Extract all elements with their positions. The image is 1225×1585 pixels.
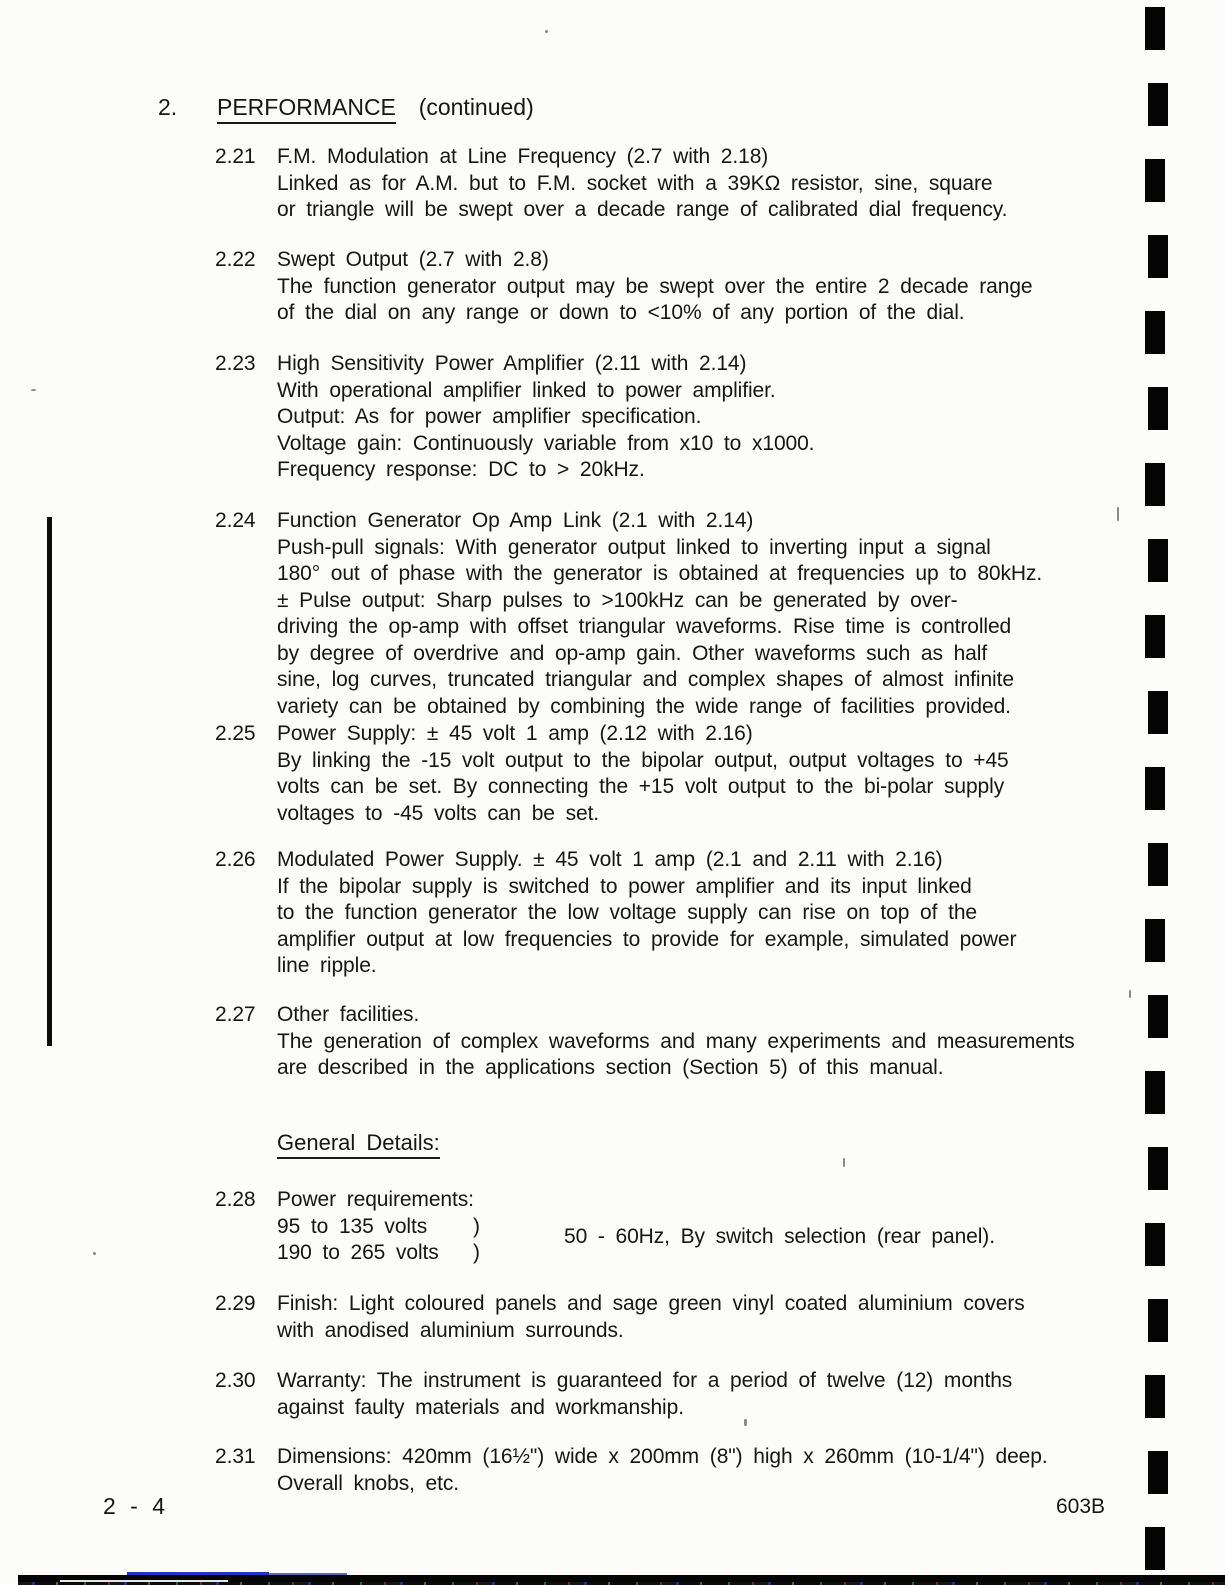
body-line: The generation of complex waveforms and many experiments and measurements (277, 1029, 1075, 1053)
binding-mark (1148, 843, 1168, 886)
body-line: of the dial on any range or down to <10% of any portion of the dial. (277, 301, 965, 324)
body-line: Output: As for power amplifier specification. (277, 405, 702, 428)
section-heading: Function Generator Op Amp Link (2.1 with 2.14) (277, 509, 754, 532)
section-text (277, 1444, 1048, 1497)
body-line: Overall knobs, etc. (277, 1471, 460, 1495)
body-line: sine, log curves, truncated triangular and complex shapes of almost infinite (277, 668, 1014, 691)
binding-mark (1148, 1451, 1168, 1494)
binding-mark (1145, 7, 1165, 50)
page-number: 2 - 4 (103, 1493, 167, 1519)
section-heading: Warranty: The instrument is guaranteed for a period of twelve (12) months (277, 1369, 1013, 1392)
body-line: Frequency response: DC to > 20kHz. (277, 458, 645, 481)
scan-speck (31, 389, 36, 391)
body-line: By linking the -15 volt output to the bipolar output, output voltages to +45 (277, 748, 1009, 772)
binding-mark (1145, 767, 1165, 810)
scan-left-rule (47, 517, 52, 1046)
section-number: 2.29 (215, 1292, 256, 1315)
heading-suffix (407, 94, 418, 120)
section-text (277, 144, 1007, 224)
body-line: amplifier output at low frequencies to provide for example, simulated power (277, 927, 1017, 951)
body-line: voltages to -45 volts can be set. (277, 801, 600, 825)
body-line: driving the op-amp with offset triangular waveforms. Rise time is controlled (277, 615, 1012, 638)
heading-continued: (continued) (418, 94, 534, 120)
section-2-31 (215, 1444, 1048, 1497)
section-heading: High Sensitivity Power Amplifier (2.11 with 2.14) (277, 352, 747, 375)
binding-mark (1148, 83, 1168, 126)
section-text (277, 508, 1042, 720)
body-line: Push-pull signals: With generator output linked to inverting input a signal (277, 535, 991, 559)
section-number: 2.23 (215, 352, 256, 375)
section-number: 2.21 (215, 145, 256, 168)
body-line: with anodised aluminium surrounds. (277, 1318, 624, 1342)
section-number: 2.22 (215, 248, 256, 271)
heading-number: 2. (158, 94, 178, 120)
section-2-21 (215, 144, 1007, 224)
section-heading: Other facilities. (277, 1003, 420, 1026)
section-number: 2.31 (215, 1445, 256, 1468)
section-2-22 (215, 247, 1032, 327)
bracket-paren: ) (473, 1214, 480, 1238)
binding-mark (1148, 387, 1168, 430)
body-line: to the function generator the low voltage supply can rise on top of the (277, 901, 977, 924)
scan-blue-line-ext (269, 1573, 347, 1575)
scan-speck (1129, 990, 1131, 998)
scan-blue-line (127, 1572, 269, 1575)
binding-mark (1145, 1527, 1165, 1570)
binding-mark (1148, 1299, 1168, 1342)
body-line: Linked as for A.M. but to F.M. socket with a 39KΩ resistor, sine, square (277, 171, 993, 195)
body-line: 180° out of phase with the generator is obtained at frequencies up to 80kHz. (277, 562, 1043, 585)
section-text (277, 1187, 995, 1267)
scan-speck (744, 1419, 747, 1426)
section-heading: Modulated Power Supply. ± 45 volt 1 amp (2.1 and 2.11 with 2.16) (277, 848, 943, 871)
section-text (277, 721, 1009, 827)
voltage-option-row (277, 1214, 480, 1241)
document-reference: 603B (1056, 1495, 1106, 1518)
body-line: variety can be obtained by combining the wide range of facilities provided. (277, 694, 1011, 718)
section-number: 2.30 (215, 1369, 256, 1392)
section-2-30 (215, 1368, 1012, 1421)
body-line: are described in the applications section (Section 5) of this manual. (277, 1056, 944, 1079)
body-line: The function generator output may be swept over the entire 2 decade range (277, 274, 1033, 298)
body-line: Voltage gain: Continuously variable from x10 to x1000. (277, 431, 815, 455)
body-line: If the bipolar supply is switched to power amplifier and its input linked (277, 874, 972, 898)
section-2-26 (215, 847, 1016, 980)
scan-speck (1117, 507, 1119, 521)
body-line: volts can be set. By connecting the +15 volt output to the bi-polar supply (277, 775, 1005, 798)
binding-mark (1145, 919, 1165, 962)
section-text (277, 351, 814, 484)
section-number: 2.26 (215, 848, 256, 871)
binding-mark (1145, 1223, 1165, 1266)
body-line: or triangle will be swept over a decade range of calibrated dial frequency. (277, 198, 1008, 221)
section-2-28 (215, 1187, 995, 1267)
section-text (277, 1002, 1075, 1082)
binding-mark (1148, 1147, 1168, 1190)
section-number: 2.28 (215, 1188, 256, 1211)
binding-mark (1145, 159, 1165, 202)
scan-speck (545, 30, 548, 33)
voltage-range: 95 to 135 volts (277, 1214, 428, 1238)
general-details-heading (277, 1130, 440, 1156)
binding-mark (1145, 1071, 1165, 1114)
section-number: 2.25 (215, 722, 256, 745)
general-details-label: General Details: (277, 1130, 440, 1159)
binding-mark (1148, 539, 1168, 582)
binding-mark (1145, 1375, 1165, 1418)
section-number: 2.27 (215, 1003, 256, 1026)
section-2-25 (215, 721, 1009, 827)
section-text (277, 247, 1032, 327)
binding-mark (1145, 311, 1165, 354)
body-line: against faulty materials and workmanship. (277, 1395, 684, 1419)
section-2-23 (215, 351, 814, 484)
section-text (277, 1368, 1012, 1421)
body-line: line ripple. (277, 954, 377, 977)
section-heading: Power Supply: ± 45 volt 1 amp (2.12 with 2.16) (277, 722, 753, 745)
binding-mark (1148, 691, 1168, 734)
body-line: With operational amplifier linked to power amplifier. (277, 378, 776, 402)
heading-title-wrap (217, 94, 534, 121)
page-heading (158, 94, 534, 121)
binding-mark (1148, 235, 1168, 278)
section-heading: Finish: Light coloured panels and sage green vinyl coated aluminium covers (277, 1292, 1025, 1315)
binding-mark (1148, 995, 1168, 1038)
section-heading: F.M. Modulation at Line Frequency (2.7 with 2.18) (277, 145, 769, 168)
binding-mark (1145, 463, 1165, 506)
frequency-note: 50 - 60Hz, By switch selection (rear panel). (564, 1225, 995, 1248)
section-heading: Swept Output (2.7 with 2.8) (277, 248, 549, 271)
section-heading: Power requirements: (277, 1188, 474, 1211)
section-2-24 (215, 508, 1042, 720)
section-number: 2.24 (215, 509, 256, 532)
scan-speck (843, 1158, 845, 1167)
binding-mark (1145, 615, 1165, 658)
section-2-27 (215, 1002, 1075, 1082)
body-line: ± Pulse output: Sharp pulses to >100kHz can be generated by over- (277, 588, 958, 612)
heading-title: PERFORMANCE (217, 94, 396, 124)
scan-white-streak (60, 1580, 228, 1582)
voltage-option-row (277, 1240, 480, 1267)
bracket-paren: ) (473, 1241, 480, 1264)
body-line: by degree of overdrive and op-amp gain. Other waveforms such as half (277, 641, 988, 665)
section-2-29 (215, 1291, 1025, 1344)
section-text (277, 847, 1016, 980)
scan-speck (93, 1252, 96, 1255)
voltage-range: 190 to 265 volts (277, 1241, 439, 1264)
section-text (277, 1291, 1025, 1344)
section-heading: Dimensions: 420mm (16½") wide x 200mm (8") high x 260mm (10-1/4") deep. (277, 1445, 1048, 1468)
